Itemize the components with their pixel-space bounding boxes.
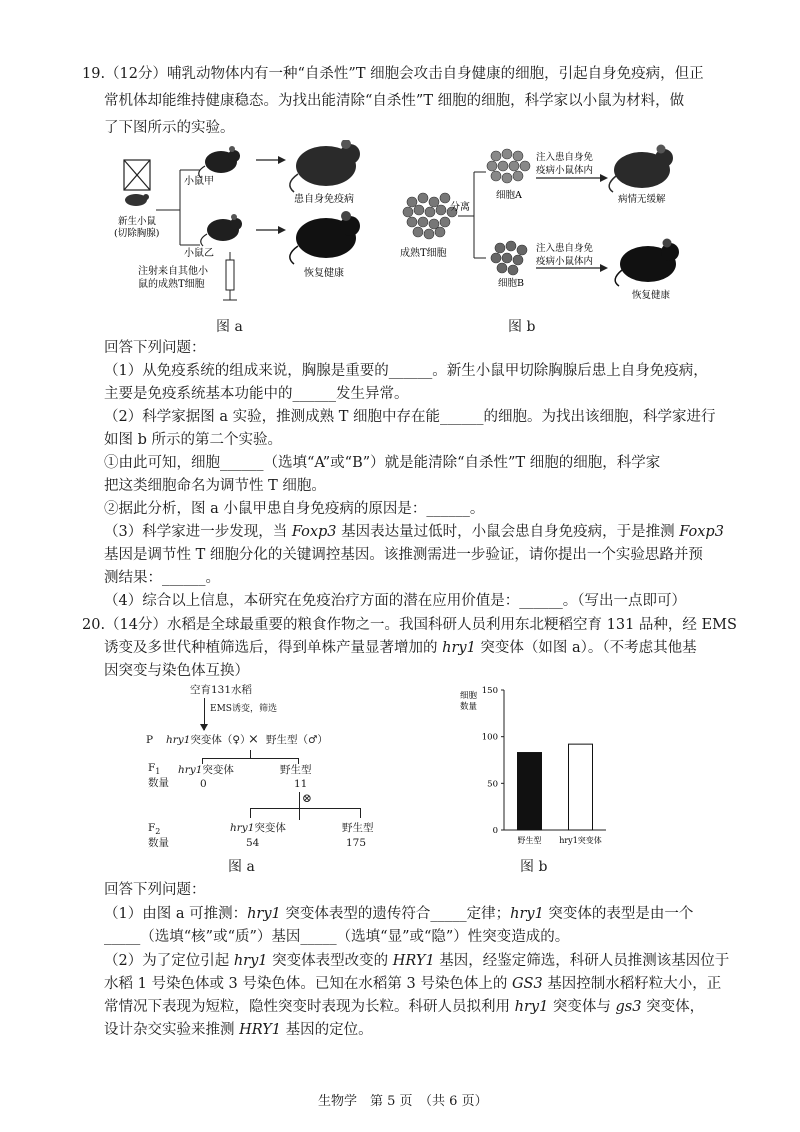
result-b-label: 恢复健康 — [632, 290, 671, 301]
y-axis-label-1: 细胞 — [460, 691, 478, 701]
q20-part2-line-c: 常情况下表现为短粒，隐性突变时表现为长粒。科研人员拟利用 hry1 突变体与 gs3 突变体， — [104, 999, 705, 1015]
inject-b-label-2: 疫病小鼠体内 — [536, 256, 594, 267]
mouse-jia-label: 小鼠甲 — [184, 176, 214, 187]
q20-fig-a-caption: 图 a — [228, 859, 255, 875]
cell-a-label: 细胞A — [496, 190, 522, 201]
newborn-label-2: (切除胸腺) — [114, 228, 160, 239]
f2-mutant-label: hry1突变体 — [230, 822, 286, 834]
p-generation-label: P — [146, 734, 154, 746]
separate-label: 分离 — [450, 202, 470, 213]
q19-part2-line-c: ①由此可知，细胞______（选填“A”或“B”）就是能清除“自杀性”T 细胞的细胞，科学家 — [104, 455, 661, 471]
q19-part2-line-a: （2）科学家据图 a 实验，推测成熟 T 细胞中存在能______的细胞。为找出该细胞，科学家进行 — [104, 409, 716, 425]
y-tick-label: 50 — [487, 779, 498, 790]
f1-mutant-count: 0 — [200, 778, 207, 790]
newborn-label-1: 新生小鼠 — [118, 216, 157, 227]
f1-wildtype-count: 11 — [294, 778, 308, 790]
inject-b-label-1: 注入患自身免 — [536, 243, 594, 254]
mouse-a-result-icon — [609, 145, 673, 193]
q19-stem-line-2: 常机体却能维持健康稳态。为找出能清除“自杀性”T 细胞的细胞，科学家以小鼠为材料，做 — [104, 93, 685, 109]
ems-label: EMS诱变，筛选 — [210, 704, 277, 714]
q20-part2-line-b: 水稻 1 号染色体或 3 号染色体。已知在水稻第 3 号染色体上的 GS3 基因控制水稻籽粒大小，正 — [104, 976, 722, 992]
q19-fig-a-caption: 图 a — [216, 319, 243, 335]
p-mutant-label: hry1突变体（♀） — [166, 734, 251, 746]
q20-figure-a — [140, 680, 400, 860]
y-axis-label-2: 数量 — [460, 702, 478, 712]
newborn-mouse-icon — [124, 160, 150, 206]
inject-a-label-2: 疫病小鼠体内 — [536, 165, 594, 176]
q19-stem-line-1: 19.（12分）哺乳动物体内有一种“自杀性”T 细胞会攻击自身健康的细胞，引起自身免疫病，但正 — [82, 66, 704, 82]
q19-part4-line: （4）综合以上信息，本研究在免疫治疗方面的潜在应用价值是：______。（写出一点即可） — [104, 593, 686, 609]
q19-fig-b-caption: 图 b — [508, 319, 536, 335]
f2-wildtype-label: 野生型 — [342, 822, 374, 834]
inject-a-label-1: 注入患自身免 — [536, 152, 594, 163]
selfing-symbol: ⊗ — [302, 791, 313, 805]
x-category-label: 野生型 — [517, 836, 542, 845]
p-wildtype-label: 野生型（♂） — [266, 734, 328, 746]
q20-part1-line-b: _____（选填“核”或“质”）基因_____（选填“显”或“隐”）性突变造成的。 — [104, 929, 570, 945]
q19-part3-line-a: （3）科学家进一步发现，当 Foxp3 基因表达量过低时，小鼠会患自身免疫病，于是推测 Foxp3 — [104, 524, 724, 540]
f2-count-label: 数量 — [148, 837, 169, 849]
q20-stem-line-3: 因突变与染色体互换） — [104, 663, 249, 679]
q20-part1-line-a: （1）由图 a 可推测：hry1 突变体表型的遗传符合_____定律；hry1 突变体的表型是由一个 — [104, 906, 694, 922]
q20-bar-chart — [450, 682, 610, 850]
q19-figure-a — [108, 140, 398, 312]
cell-b-label: 细胞B — [498, 278, 524, 289]
x-category-label: hry1突变体 — [559, 836, 602, 845]
result-a-label: 病情无缓解 — [618, 194, 666, 205]
f2-wildtype-count: 175 — [346, 837, 367, 849]
mouse-yi-label: 小鼠乙 — [184, 248, 214, 259]
q20-stem-line-1: 20.（14分）水稻是全球最重要的粮食作物之一。我国科研人员利用东北粳稻空育 131 品种，经 EMS — [82, 617, 737, 633]
mouse-b-result-icon — [615, 239, 679, 287]
mature-t-cells-icon — [403, 193, 457, 239]
cell-a-icon — [487, 149, 530, 183]
q19-part2-line-e: ②据此分析，图 a 小鼠甲患自身免疫病的原因是：______。 — [104, 501, 485, 517]
mouse-jia-icon — [199, 146, 240, 178]
result-jia-label: 患自身免疫病 — [294, 194, 354, 205]
y-tick-label: 0 — [492, 826, 498, 836]
q20-fig-b-caption: 图 b — [520, 859, 548, 875]
f2-mutant-count: 54 — [246, 837, 260, 849]
q19-part2-line-d: 把这类细胞命名为调节性 T 细胞。 — [104, 478, 326, 494]
y-tick-label: 150 — [481, 686, 498, 696]
q20-stem-line-2: 诱变及多世代种植筛选后，得到单株产量显著增加的 hry1 突变体（如图 a）。（不考虑其他基 — [104, 640, 697, 656]
inject-label-1: 注射来自其他小 — [138, 266, 208, 277]
cell-b-icon — [491, 241, 527, 275]
y-tick-label: 100 — [481, 732, 498, 743]
f1-label: $F_1$ — [148, 762, 161, 777]
cross-symbol: × — [248, 732, 259, 747]
f1-wildtype-label: 野生型 — [280, 764, 312, 776]
q20-answer-intro: 回答下列问题： — [104, 882, 206, 898]
result-yi-label: 恢复健康 — [304, 268, 344, 279]
mature-t-label: 成熟T细胞 — [400, 248, 447, 259]
q19-part1-line-b: 主要是免疫系统基本功能中的______发生异常。 — [104, 386, 409, 402]
q19-part3-line-c: 测结果：______。 — [104, 570, 220, 586]
mouse-yi-icon — [201, 214, 242, 246]
q19-part1-line-a: （1）从免疫系统的组成来说，胸腺是重要的______。新生小鼠甲切除胸腺后患上自身免疫病， — [104, 363, 708, 379]
f1-mutant-label: hry1突变体 — [178, 764, 234, 776]
inject-label-2: 鼠的成熟T细胞 — [138, 279, 205, 290]
q19-stem-line-3: 了下图所示的实验。 — [104, 120, 235, 136]
bar-wildtype — [518, 753, 542, 830]
healthy-mouse-icon — [290, 211, 360, 264]
q19-figure-b — [396, 140, 696, 312]
q20-part2-line-a: （2）为了定位引起 hry1 突变体表型改变的 HRY1 基因，经鉴定筛选，科研人员推测该基因位于 — [104, 953, 730, 969]
q19-part2-line-b: 如图 b 所示的第二个实验。 — [104, 432, 282, 448]
bar-hry1-mutant — [569, 744, 593, 830]
page-footer: 生物学 第 5 页 （共 6 页） — [318, 1094, 488, 1109]
f1-count-label: 数量 — [148, 777, 169, 789]
q20-part2-line-d: 设计杂交实验来推测 HRY1 基因的定位。 — [104, 1022, 373, 1038]
q19-part3-line-b: 基因是调节性 T 细胞分化的关键调控基因。该推测需进一步验证，请你提出一个实验思路并预 — [104, 547, 703, 563]
q19-answer-intro: 回答下列问题： — [104, 340, 206, 356]
f2-label: $F_2$ — [148, 822, 161, 837]
kongyu-label: 空育131水稻 — [190, 684, 253, 696]
syringe-icon — [223, 252, 237, 300]
sick-mouse-icon — [290, 140, 360, 192]
